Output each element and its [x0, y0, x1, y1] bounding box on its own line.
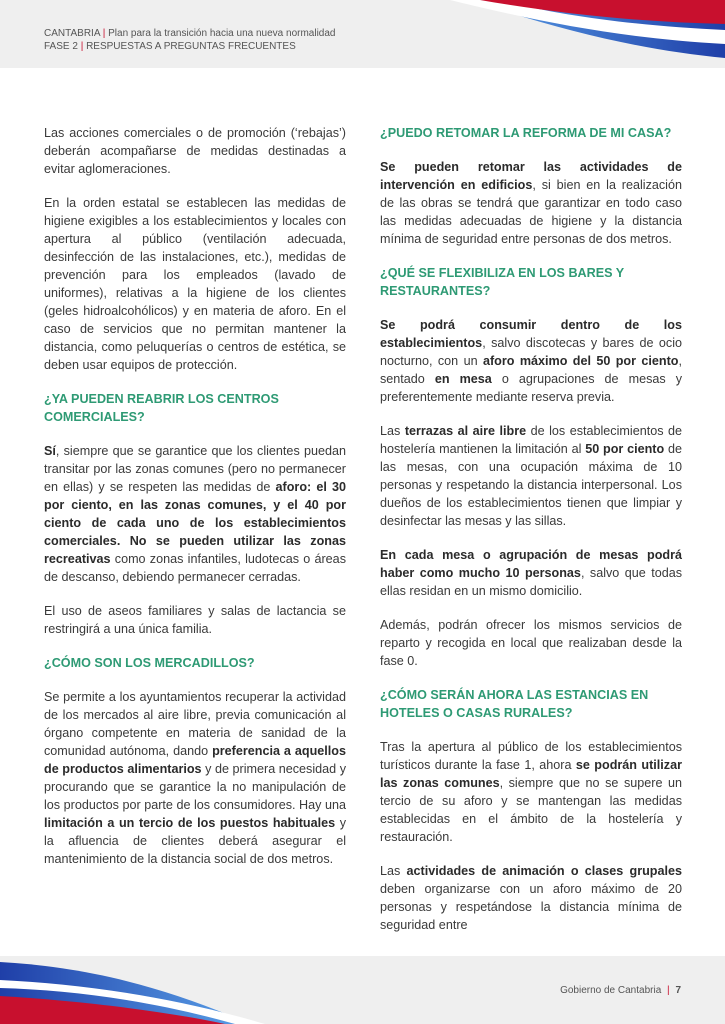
footer-separator: | — [667, 985, 670, 996]
right-column — [380, 124, 682, 950]
bold-text: preferencia a aquellos de productos alimentarios — [44, 744, 346, 776]
header-region: CANTABRIA — [44, 28, 100, 39]
bold-text: En cada mesa o agrupación de mesas podrá haber como mucho 10 personas — [380, 548, 682, 580]
section-heading: ¿CÓMO SERÁN AHORA LAS ESTANCIAS EN HOTELES O CASAS RURALES? — [380, 688, 649, 720]
paragraph: El uso de aseos familiares y salas de lactancia se restringirá a una única familia. — [44, 604, 346, 636]
section-heading: ¿QUÉ SE FLEXIBILIZA EN LOS BARES Y RESTAURANTES? — [380, 266, 624, 298]
header-section-title: RESPUESTAS A PREGUNTAS FRECUENTES — [86, 41, 296, 52]
text: Se permite a los ayuntamientos recuperar la actividad de los mercados al aire libre, previa comunicación al órgano competente en materia de sanidad de la comunidad autónoma, dando — [44, 690, 346, 758]
header-line-1 — [44, 27, 335, 40]
text: y de primera necesidad y procurando que se garantice la no manipulación de los productos por parte de los consumidores. Hay una — [44, 762, 347, 812]
text: , sentado — [380, 354, 682, 386]
bold-text: aforo máximo del 50 por ciento — [482, 354, 679, 368]
text: deben organizarse con un aforo máximo de 20 personas y respetándose la distancia mínima de seguridad entre — [380, 882, 682, 932]
paragraph — [380, 546, 682, 600]
bold-text: Sí — [44, 444, 56, 458]
text: de las mesas, con una ocupación máxima de 10 personas y respetando la distancia interpersonal. Los dueños de los establecimientos tienen que limpiar y desinfectar las mesas y las sillas. — [380, 442, 682, 528]
text: , siempre que se garantice que los clientes puedan transitar por las zonas comunes (pero no permanecer en ellas) y se respeten las medidas de — [44, 444, 346, 494]
paragraph: En la orden estatal se establecen las medidas de higiene exigibles a los establecimientos y locales con apertura al público (ventilación adecuada, desinfección de las instalaciones, etc.), medidas de prevención para los empleados (lavado de uniformes), relativas a la higiene de los clientes (geles hidroalcohólicos) y en materia de aforo. En el caso de servicios que no permitan mantener la distancia, como peluquerías o centros de estética, se deben usar equipos de protección. — [44, 196, 346, 372]
bold-text: Se podrá consumir dentro de los establecimientos — [380, 318, 682, 350]
text: , salvo que todas ellas residan en un mismo domicilio. — [380, 566, 683, 598]
text: , si bien en la realización de las obras se tendrá que garantizar en todo caso las medidas adecuadas de higiene y la distancia mínima de seguridad entre personas de dos metros. — [380, 178, 682, 246]
bold-text: aforo: el 30 por ciento, en las zonas comunes, y el 40 por ciento de cada uno de los establecimientos comerciales. No se pueden utilizar las zonas recreativas — [44, 480, 346, 566]
section-heading: ¿CÓMO SON LOS MERCADILLOS? — [44, 656, 255, 670]
bold-text: 50 por ciento — [585, 442, 665, 456]
footer-text — [560, 985, 681, 996]
section-heading: ¿YA PUEDEN REABRIR LOS CENTROS COMERCIALES? — [44, 392, 279, 424]
text: , salvo discotecas y bares de ocio nocturno, con un — [380, 336, 682, 368]
paragraph — [380, 158, 682, 248]
text: o agrupaciones de mesas y preferentemente mediante reserva previa. — [380, 372, 683, 404]
text: de los establecimientos de hostelería mantienen la limitación al — [380, 424, 682, 456]
header-separator: | — [80, 41, 84, 52]
header-phase: FASE 2 — [44, 41, 78, 52]
page-number: 7 — [675, 985, 681, 996]
text: y la afluencia de clientes deberá asegurar el mantenimiento de la distancia social de dos metros. — [44, 816, 347, 866]
text: como zonas infantiles, ludotecas o áreas de descanso, debiendo permanecer cerradas. — [44, 552, 346, 584]
header-plan-title: Plan para la transición hacia una nueva normalidad — [108, 28, 336, 39]
bold-text: limitación a un tercio de los puestos habituales — [44, 816, 336, 830]
paragraph — [44, 688, 346, 868]
header-separator: | — [102, 28, 106, 39]
header-band — [0, 0, 725, 68]
bold-text: actividades de animación o clases grupales — [406, 864, 682, 878]
text: Las — [380, 424, 405, 438]
paragraph: Además, podrán ofrecer los mismos servicios de reparto y recogida en local que realizaban desde la fase 0. — [380, 618, 682, 668]
text: Tras la apertura al público de los establecimientos turísticos durante la fase 1, ahora — [380, 740, 682, 772]
section-heading: ¿PUEDO RETOMAR LA REFORMA DE MI CASA? — [380, 126, 672, 140]
bold-text: en mesa — [434, 372, 492, 386]
paragraph — [380, 316, 682, 406]
left-column — [44, 124, 346, 884]
header-line-2 — [44, 40, 335, 53]
bold-text: terrazas al aire libre — [404, 424, 527, 438]
paragraph — [380, 738, 682, 846]
header-text — [44, 27, 335, 53]
paragraph: Las acciones comerciales o de promoción (‘rebajas’) deberán acompañarse de medidas destinadas a evitar aglomeraciones. — [44, 126, 346, 176]
bold-text: Se pueden retomar las actividades de intervención en edificios — [380, 160, 682, 192]
paragraph — [44, 442, 346, 586]
paragraph — [380, 422, 682, 530]
paragraph — [380, 862, 682, 934]
text: , siempre que no se supere un tercio de su aforo y se mantengan las medidas establecidas en el ámbito de la hostelería y restauración. — [380, 776, 683, 844]
bold-text: se podrán utilizar las zonas comunes — [380, 758, 682, 790]
footer-organization: Gobierno de Cantabria — [560, 985, 662, 996]
text: Las — [380, 864, 407, 878]
